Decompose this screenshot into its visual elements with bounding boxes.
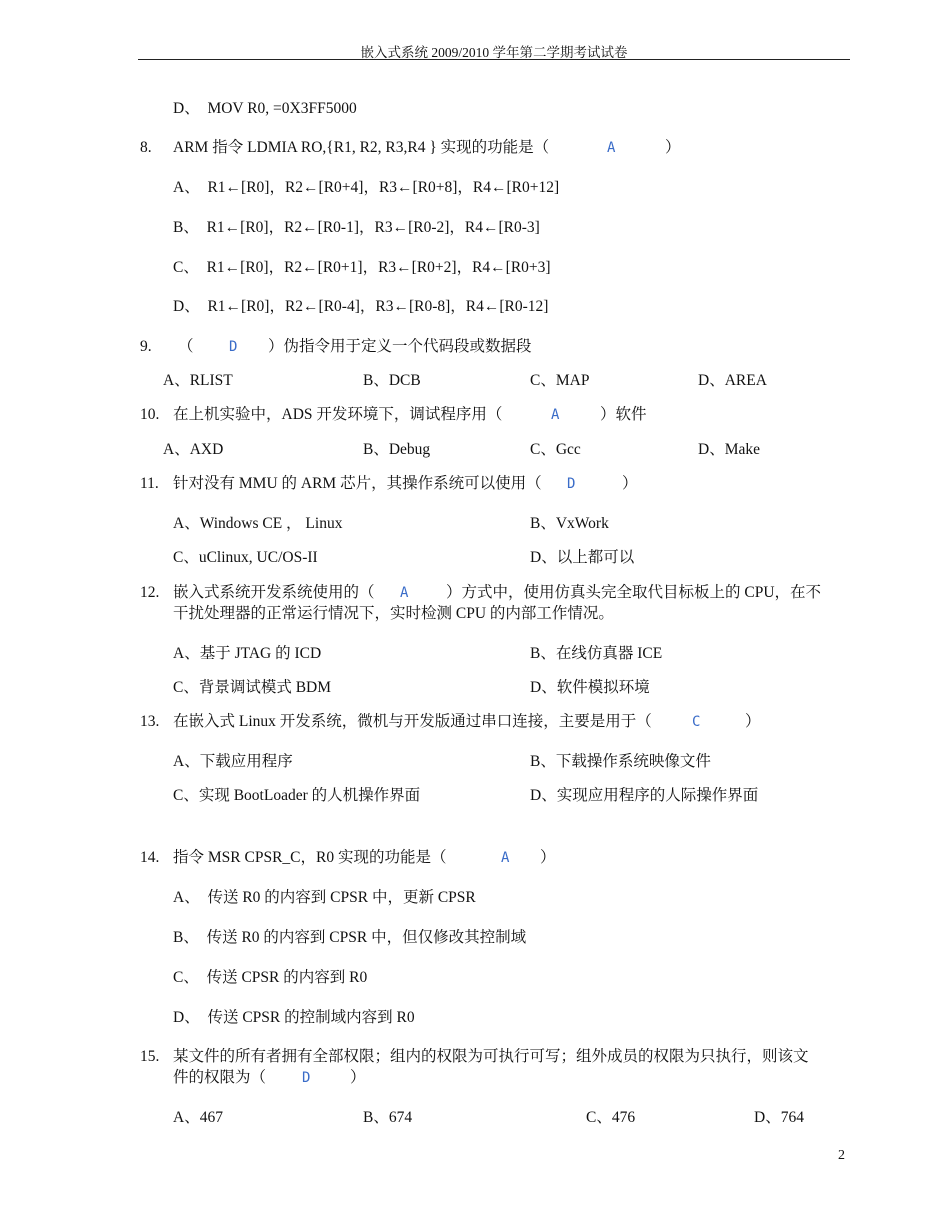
q8-answer: A [607,140,616,156]
q10-answer: A [551,407,560,423]
q11-stem-close: ） [622,475,638,492]
q12-answer: A [400,585,409,601]
q15-option-d: D、764 [754,1109,804,1126]
q10-stem-close: ）软件 [600,406,647,423]
q8-option-b: B、 R1←[R0]，R2←[R0-1]，R3←[R0-2]，R4←[R0-3] [173,219,540,236]
q11-option-d: D、以上都可以 [530,549,635,566]
q14-stem-close: ） [540,849,556,866]
q8-option-c: C、 R1←[R0]，R2←[R0+1]，R3←[R0+2]，R4←[R0+3] [173,259,551,276]
q15-stem: 某文件的所有者拥有全部权限；组内的权限为可执行可写；组外成员的权限为只执行，则该文 [173,1048,809,1065]
q11-number: 11. [140,475,159,492]
q10-option-d: D、Make [698,441,760,458]
q13-stem: 在嵌入式 Linux 开发系统，微机与开发版通过串口连接，主要是用于（ [173,713,652,730]
q10-stem: 在上机实验中，ADS 开发环境下，调试程序用（ [173,406,503,423]
q15-option-b: B、674 [363,1109,413,1126]
q12-number: 12. [140,584,160,601]
q14-option-a: A、 传送 R0 的内容到 CPSR 中，更新 CPSR [173,889,476,906]
q10-option-b: B、Debug [363,441,431,458]
header-rule [138,59,850,60]
q13-stem-close: ） [745,713,761,730]
q13-option-d: D、实现应用程序的人际操作界面 [530,787,759,804]
q9-option-c: C、MAP [530,372,590,389]
q11-answer: D [567,476,576,492]
q9-stem-open: （ [178,338,194,355]
q15-option-c: C、476 [586,1109,636,1126]
q14-option-d: D、 传送 CPSR 的控制域内容到 R0 [173,1009,415,1026]
q13-answer: C [692,714,701,730]
q14-number: 14. [140,849,160,866]
q13-number: 13. [140,713,160,730]
q13-option-c: C、实现 BootLoader 的人机操作界面 [173,787,421,804]
q9-number: 9. [140,338,152,355]
q12-option-d: D、软件模拟环境 [530,679,650,696]
q15-stem-line2: 件的权限为（ [173,1069,267,1086]
q14-stem: 指令 MSR CPSR_C，R0 实现的功能是（ [173,849,447,866]
q12-option-b: B、在线仿真器 ICE [530,645,663,662]
q15-option-a: A、467 [173,1109,223,1126]
page-number: 2 [838,1148,845,1163]
q8-stem: ARM 指令 LDMIA RO,{R1, R2, R3,R4 } 实现的功能是（ [173,139,550,156]
q11-option-b: B、VxWork [530,515,609,532]
q12-option-c: C、背景调试模式 BDM [173,679,332,696]
q9-answer: D [229,339,238,355]
q9-option-d: D、AREA [698,372,767,389]
q12-stem-line2: 干扰处理器的正常运行情况下，实时检测 CPU 的内部工作情况。 [173,605,614,622]
page-header: 嵌入式系统 2009/2010 学年第二学期考试试卷 [360,45,628,60]
q12-stem-cont: ）方式中，使用仿真头完全取代目标板上的 CPU，在不 [446,584,822,601]
q15-number: 15. [140,1048,160,1065]
q8-option-a: A、 R1←[R0]，R2←[R0+4]，R3←[R0+8]，R4←[R0+12] [173,179,560,196]
q14-option-c: C、 传送 CPSR 的内容到 R0 [173,969,368,986]
q15-stem-close: ） [350,1069,366,1086]
q10-number: 10. [140,406,160,423]
q8-option-d: D、 R1←[R0]，R2←[R0-4]，R3←[R0-8]，R4←[R0-12] [173,298,549,315]
q10-option-c: C、Gcc [530,441,581,458]
q10-option-a: A、AXD [163,441,224,458]
q9-stem: ）伪指令用于定义一个代码段或数据段 [268,338,532,355]
q8-number: 8. [140,139,152,156]
q14-answer: A [501,850,510,866]
q13-option-a: A、下载应用程序 [173,753,293,770]
q13-option-b: B、下载操作系统映像文件 [530,753,711,770]
prev-option-d: D、 MOV R0, =0X3FF5000 [173,100,357,117]
q9-option-a: A、RLIST [163,372,233,389]
q15-answer: D [302,1070,311,1086]
q9-option-b: B、DCB [363,372,421,389]
q14-option-b: B、 传送 R0 的内容到 CPSR 中，但仅修改其控制域 [173,929,527,946]
q11-option-c: C、uClinux, UC/OS-II [173,549,318,566]
q12-option-a: A、基于 JTAG 的 ICD [173,645,322,662]
q11-stem: 针对没有 MMU 的 ARM 芯片，其操作系统可以使用（ [173,475,542,492]
q11-option-a: A、Windows CE ， Linux [173,515,343,532]
q8-stem-close: ） [665,139,681,156]
q12-stem: 嵌入式系统开发系统使用的（ [173,584,375,601]
